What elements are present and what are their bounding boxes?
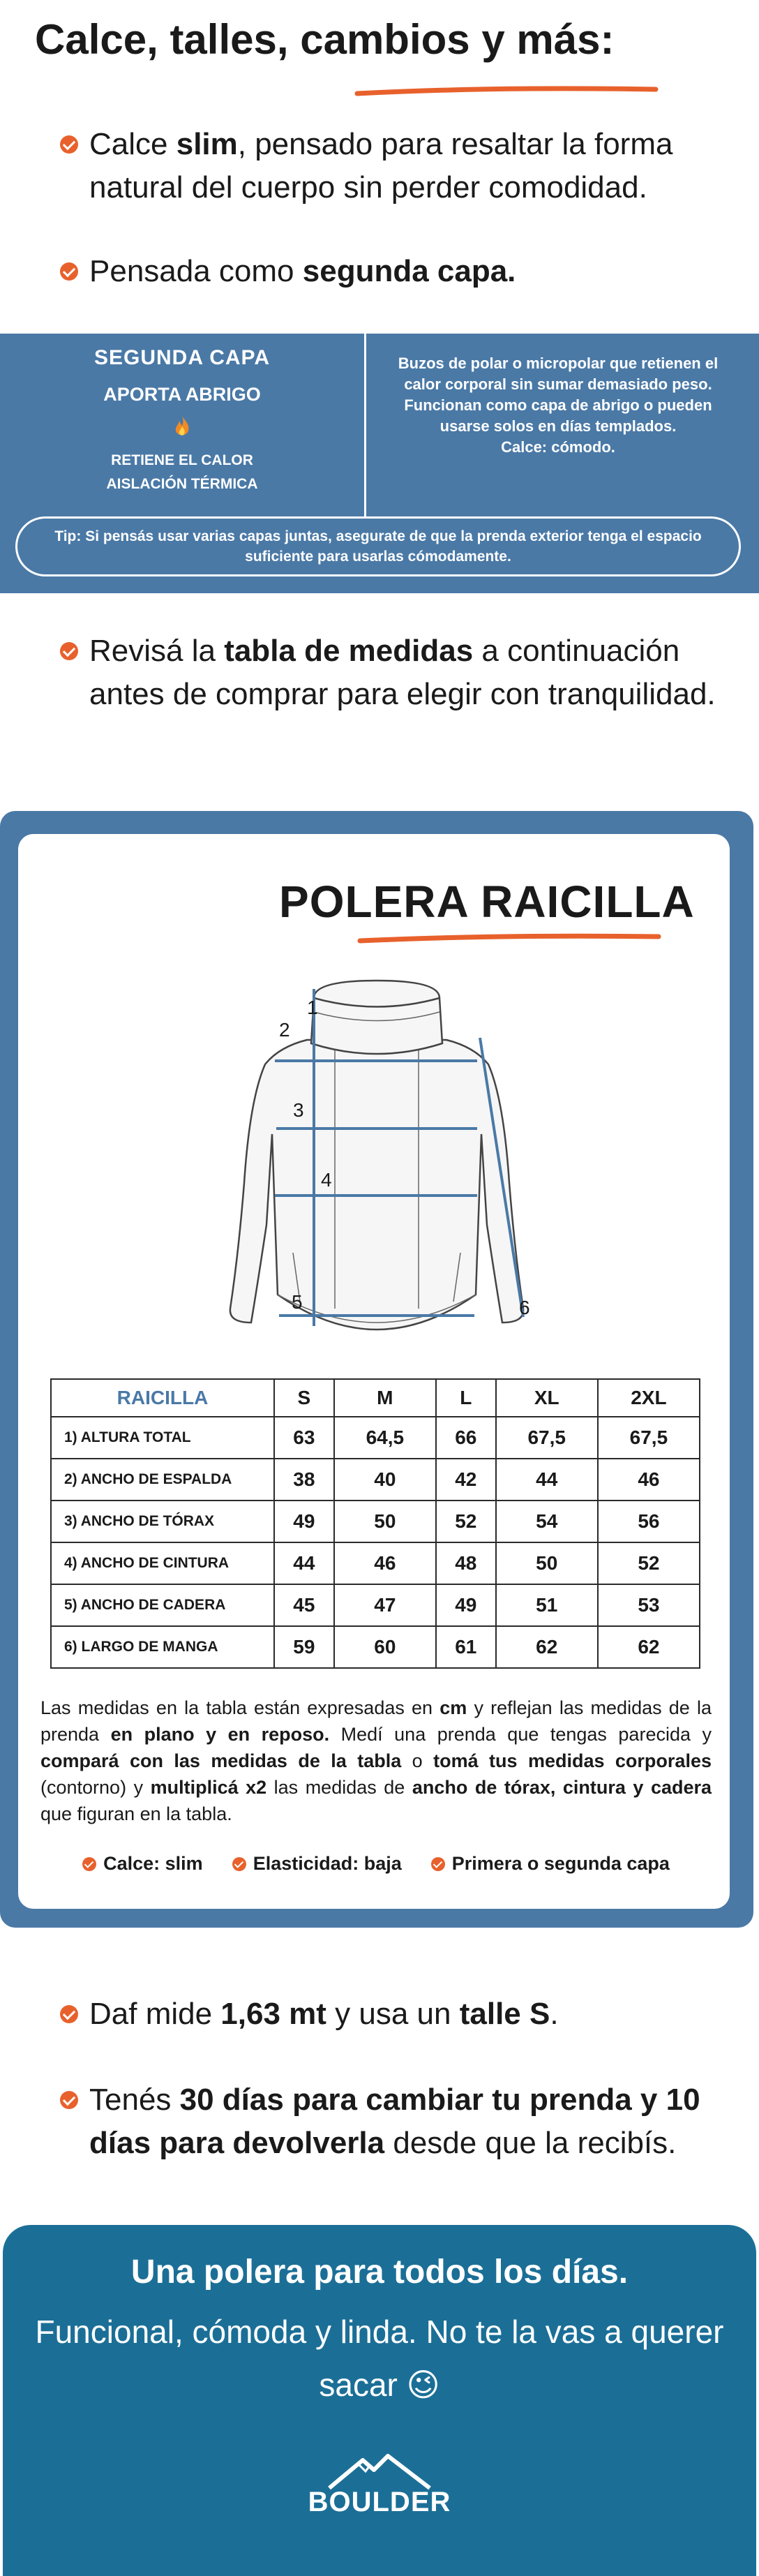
bullet-returns: Tenés 30 días para cambiar tu prenda y 10 días para devolverla desde que la recibís. bbox=[60, 2078, 730, 2165]
feature-fit: Calce: slim bbox=[82, 1853, 203, 1875]
footer-banner bbox=[3, 2225, 756, 2576]
table-cell: 52 bbox=[436, 1501, 496, 1542]
table-header-cell: L bbox=[436, 1379, 496, 1417]
table-cell: 6) LARGO DE MANGA bbox=[51, 1626, 274, 1668]
feature-elasticity: Elasticidad: baja bbox=[232, 1853, 402, 1875]
table-cell: 50 bbox=[334, 1501, 436, 1542]
layer-line-1: RETIENE EL CALOR bbox=[111, 452, 253, 468]
banner-title: Una polera para todos los días. bbox=[130, 2254, 629, 2291]
layer-info-left bbox=[0, 334, 364, 515]
table-cell: 48 bbox=[436, 1542, 496, 1584]
bullet-fit: Calce slim, pensado para resaltar la forma natural del cuerpo sin perder comodidad. bbox=[60, 123, 730, 209]
table-cell: 59 bbox=[274, 1626, 334, 1668]
diagram-label-1: 1 bbox=[307, 997, 318, 1018]
check-icon bbox=[232, 1857, 246, 1871]
diagram-label-3: 3 bbox=[293, 1099, 304, 1121]
tip-text: Tip: Si pensás usar varias capas juntas, asegurate de que la prenda exterior tenga el espacio suficiente para usarlas cómodamente. bbox=[54, 528, 702, 565]
table-cell: 56 bbox=[598, 1501, 700, 1542]
table-cell: 61 bbox=[436, 1626, 496, 1668]
table-cell: 66 bbox=[436, 1417, 496, 1459]
layer-line-2: AISLACIÓN TÉRMICA bbox=[106, 476, 258, 492]
table-header-cell: XL bbox=[496, 1379, 598, 1417]
table-cell: 46 bbox=[598, 1459, 700, 1501]
layer-subtitle: APORTA ABRIGO bbox=[103, 384, 261, 405]
table-row bbox=[51, 1542, 700, 1584]
layer-info-box bbox=[0, 334, 759, 593]
table-cell: 49 bbox=[436, 1584, 496, 1626]
check-icon bbox=[60, 2091, 78, 2109]
feature-layer: Primera o segunda capa bbox=[431, 1853, 670, 1875]
table-cell: 45 bbox=[274, 1584, 334, 1626]
layer-description bbox=[380, 353, 736, 458]
table-cell: 53 bbox=[598, 1584, 700, 1626]
page-heading: Calce, talles, cambios y más: bbox=[35, 16, 615, 63]
table-header-cell: 2XL bbox=[598, 1379, 700, 1417]
tip-pill bbox=[15, 516, 741, 576]
diagram-label-6: 6 bbox=[519, 1297, 530, 1318]
check-icon bbox=[431, 1857, 445, 1871]
flame-icon bbox=[173, 415, 191, 439]
table-cell: 54 bbox=[496, 1501, 598, 1542]
table-cell: 62 bbox=[496, 1626, 598, 1668]
layer-desc-3: Calce: cómodo. bbox=[501, 438, 615, 456]
table-header-cell: S bbox=[274, 1379, 334, 1417]
table-cell: 44 bbox=[496, 1459, 598, 1501]
table-cell: 46 bbox=[334, 1542, 436, 1584]
table-cell: 38 bbox=[274, 1459, 334, 1501]
table-cell: 40 bbox=[334, 1459, 436, 1501]
table-cell: 49 bbox=[274, 1501, 334, 1542]
layer-title: SEGUNDA CAPA bbox=[93, 346, 270, 369]
check-icon bbox=[60, 135, 78, 154]
table-cell: 63 bbox=[274, 1417, 334, 1459]
table-cell: 50 bbox=[496, 1542, 598, 1584]
table-row bbox=[51, 1501, 700, 1542]
bullet-model-size: Daf mide 1,63 mt y usa un talle S. bbox=[60, 1993, 730, 2036]
card-title: POLERA RAICILLA bbox=[279, 877, 695, 927]
table-header-cell: M bbox=[334, 1379, 436, 1417]
size-notes: Las medidas en la tabla están expresadas en cm y reflejan las medidas de la prenda en plano y en reposo. Medí una prenda que tengas parecida y compará con las medidas de la tabla o tomá tus medidas corporales (contorno) y multiplicá x2 las medidas de ancho de tórax, cintura y cadera que figuran en la tabla. bbox=[40, 1697, 712, 1824]
table-cell: 60 bbox=[334, 1626, 436, 1668]
table-row bbox=[51, 1626, 700, 1668]
diagram-label-2: 2 bbox=[279, 1019, 290, 1041]
check-icon bbox=[82, 1857, 96, 1871]
garment-diagram bbox=[209, 974, 544, 1343]
bullet-layer: Pensada como segunda capa. bbox=[60, 250, 730, 293]
info-divider bbox=[364, 334, 366, 516]
table-row bbox=[51, 1417, 700, 1459]
table-cell: 1) ALTURA TOTAL bbox=[51, 1417, 274, 1459]
table-cell: 67,5 bbox=[598, 1417, 700, 1459]
table-cell: 42 bbox=[436, 1459, 496, 1501]
table-header-cell: RAICILLA bbox=[51, 1379, 274, 1417]
layer-desc-1: Buzos de polar o micropolar que retienen el calor corporal sin sumar demasiado peso. bbox=[398, 355, 719, 393]
mountain-logo-icon bbox=[324, 2452, 435, 2491]
table-cell: 3) ANCHO DE TÓRAX bbox=[51, 1501, 274, 1542]
table-cell: 2) ANCHO DE ESPALDA bbox=[51, 1459, 274, 1501]
table-cell: 44 bbox=[274, 1542, 334, 1584]
diagram-label-4: 4 bbox=[321, 1169, 332, 1191]
table-cell: 64,5 bbox=[334, 1417, 436, 1459]
table-cell: 5) ANCHO DE CADERA bbox=[51, 1584, 274, 1626]
table-cell: 4) ANCHO DE CINTURA bbox=[51, 1542, 274, 1584]
check-icon bbox=[60, 642, 78, 660]
bullet-size-table: Revisá la tabla de medidas a continuación antes de comprar para elegir con tranquilidad. bbox=[60, 630, 730, 716]
brand-logo: BOULDER bbox=[308, 2487, 451, 2517]
diagram-label-5: 5 bbox=[292, 1291, 303, 1313]
size-table bbox=[50, 1378, 700, 1669]
table-cell: 52 bbox=[598, 1542, 700, 1584]
table-row bbox=[51, 1584, 700, 1626]
table-cell: 67,5 bbox=[496, 1417, 598, 1459]
layer-desc-2: Funcionan como capa de abrigo o pueden usarse solos en días templados. bbox=[404, 396, 712, 435]
table-cell: 62 bbox=[598, 1626, 700, 1668]
table-cell: 47 bbox=[334, 1584, 436, 1626]
table-cell: 51 bbox=[496, 1584, 598, 1626]
banner-subtitle: Funcional, cómoda y linda. No te la vas a querer sacar 😉 bbox=[35, 2314, 724, 2403]
card-title-underline bbox=[357, 932, 661, 946]
size-table-header bbox=[51, 1379, 700, 1417]
check-icon bbox=[60, 2005, 78, 2023]
check-icon bbox=[60, 262, 78, 281]
table-row bbox=[51, 1459, 700, 1501]
feature-list bbox=[40, 1853, 712, 1875]
heading-underline bbox=[354, 84, 659, 99]
